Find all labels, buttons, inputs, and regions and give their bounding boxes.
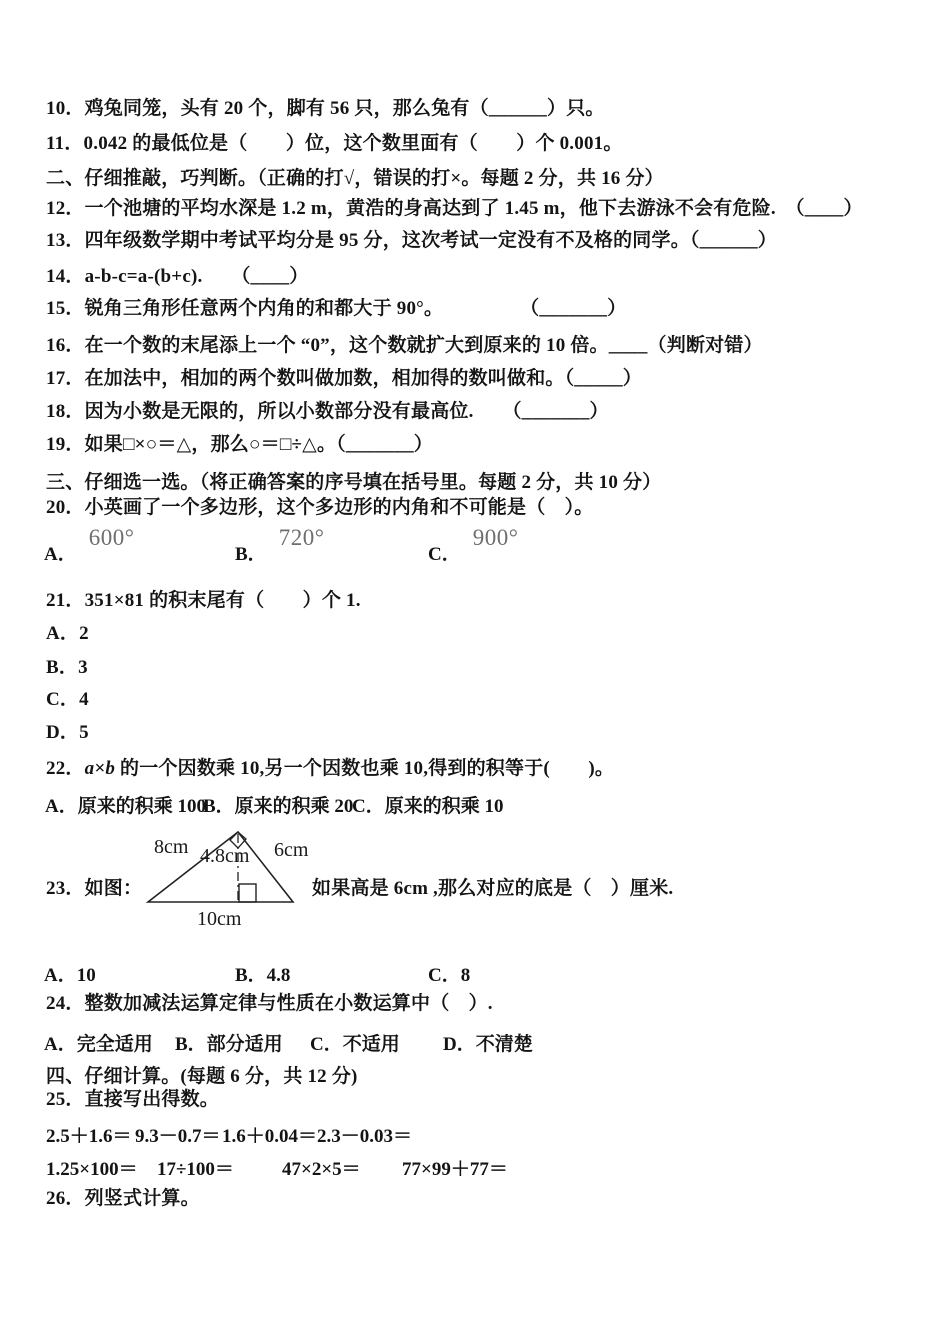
q24-option-a: A．完全适用	[44, 1034, 153, 1055]
q24-option-c: C．不适用	[310, 1034, 400, 1055]
question-26: 26．列竖式计算。	[46, 1188, 200, 1209]
option-degree-value: 600°	[88, 525, 135, 550]
q24-option-d: D．不清楚	[443, 1034, 533, 1055]
question-20: 20．小英画了一个多边形，这个多边形的内角和不可能是（ ）。	[46, 497, 594, 518]
question-23-prefix: 23．如图：	[46, 878, 143, 899]
question-17: 17．在加法中，相加的两个数叫做加数，相加得的数叫做和。（_____）	[46, 368, 643, 389]
question-21: 21．351×81 的积末尾有（ ）个 1.	[46, 590, 361, 611]
calc-item: 17÷100＝	[157, 1159, 234, 1180]
q22-expression: a×b	[84, 758, 116, 779]
q20-option-b	[235, 524, 325, 565]
option-degree-value: 900°	[472, 525, 519, 550]
question-18: 18．因为小数是无限的，所以小数部分没有最高位. （_______）	[46, 401, 609, 422]
section-2-header: 二、仔细推敲，巧判断。（正确的打√，错误的打×。每题 2 分，共 16 分）	[46, 168, 664, 189]
q23-option-c: C．8	[428, 965, 471, 986]
q21-option-a: A．2	[46, 623, 89, 644]
triangle-left-side-label: 8cm	[154, 836, 189, 858]
question-11: 11．0.042 的最低位是（ ）位，这个数里面有（ ）个 0.001。	[46, 133, 623, 154]
calc-item: 2.5＋1.6＝	[46, 1126, 132, 1147]
calc-item: 1.25×100＝	[46, 1159, 138, 1180]
section-3-header: 三、仔细选一选。（将正确答案的序号填在括号里。每题 2 分，共 10 分）	[46, 472, 662, 493]
q23-option-a: A．10	[44, 965, 96, 986]
option-label: A．	[44, 544, 77, 565]
question-10: 10．鸡兔同笼，头有 20 个，脚有 56 只，那么兔有（______）只。	[46, 98, 605, 119]
question-23-text: 如果高是 6cm ,那么对应的底是（ ）厘米.	[312, 878, 674, 899]
question-22-options	[0, 791, 950, 825]
question-12: 12．一个池塘的平均水深是 1.2 m，黄浩的身高达到了 1.45 m，他下去游泳不会有危险. （____）	[46, 198, 863, 219]
calc-item: 9.3－0.7＝	[135, 1126, 221, 1147]
q24-option-b: B．部分适用	[175, 1034, 283, 1055]
triangle-figure	[140, 822, 320, 932]
calc-item: 2.3－0.03＝	[317, 1126, 413, 1147]
option-degree-value: 720°	[278, 525, 325, 550]
question-15: 15．锐角三角形任意两个内角的和都大于 90°。 （_______）	[46, 298, 627, 319]
mental-math-row-2	[0, 1154, 950, 1188]
q20-option-c	[428, 524, 519, 565]
right-angle-marker-base	[239, 884, 256, 902]
calc-item: 1.6＋0.04＝	[222, 1126, 318, 1147]
question-19: 19．如果□×○＝△，那么○＝□÷△。（_______）	[46, 434, 433, 455]
option-label: C．	[428, 544, 461, 565]
calc-item: 77×99＋77＝	[402, 1159, 508, 1180]
question-24: 24．整数加减法运算定律与性质在小数运算中（ ）.	[46, 993, 493, 1014]
option-label: B．	[235, 544, 267, 565]
q21-option-b: B．3	[46, 657, 88, 678]
q23-option-b: B．4.8	[235, 965, 291, 986]
q22-option-a: A．原来的积乘 100	[45, 796, 206, 817]
question-20-options	[0, 524, 950, 565]
q21-option-c: C．4	[46, 689, 89, 710]
q21-option-d: D．5	[46, 722, 89, 743]
q22-text: 的一个因数乘 10,另一个因数也乘 10,得到的积等于( )。	[115, 758, 615, 779]
section-4-header: 四、仔细计算。(每题 6 分，共 12 分)	[46, 1066, 358, 1087]
triangle-base-label: 10cm	[197, 908, 242, 930]
question-23-options	[0, 960, 950, 994]
mental-math-row-1	[0, 1121, 950, 1155]
question-13: 13．四年级数学期中考试平均分是 95 分，这次考试一定没有不及格的同学。（______）	[46, 230, 778, 251]
question-16: 16．在一个数的末尾添上一个 “0”，这个数就扩大到原来的 10 倍。____（判断对错）	[46, 335, 763, 356]
triangle-right-side-label: 6cm	[274, 839, 309, 861]
question-14: 14．a-b-c=a-(b+c). （____）	[46, 266, 309, 287]
question-25: 25．直接写出得数。	[46, 1089, 220, 1110]
q22-option-c: C．原来的积乘 10	[352, 796, 504, 817]
question-24-options	[0, 1029, 950, 1063]
q22-option-b: B．原来的积乘 20	[203, 796, 354, 817]
triangle-height-label: 4.8cm	[200, 845, 250, 867]
q22-number: 22．	[46, 758, 85, 779]
q20-option-a	[44, 524, 135, 565]
calc-item: 47×2×5＝	[282, 1159, 361, 1180]
question-22	[46, 757, 614, 780]
